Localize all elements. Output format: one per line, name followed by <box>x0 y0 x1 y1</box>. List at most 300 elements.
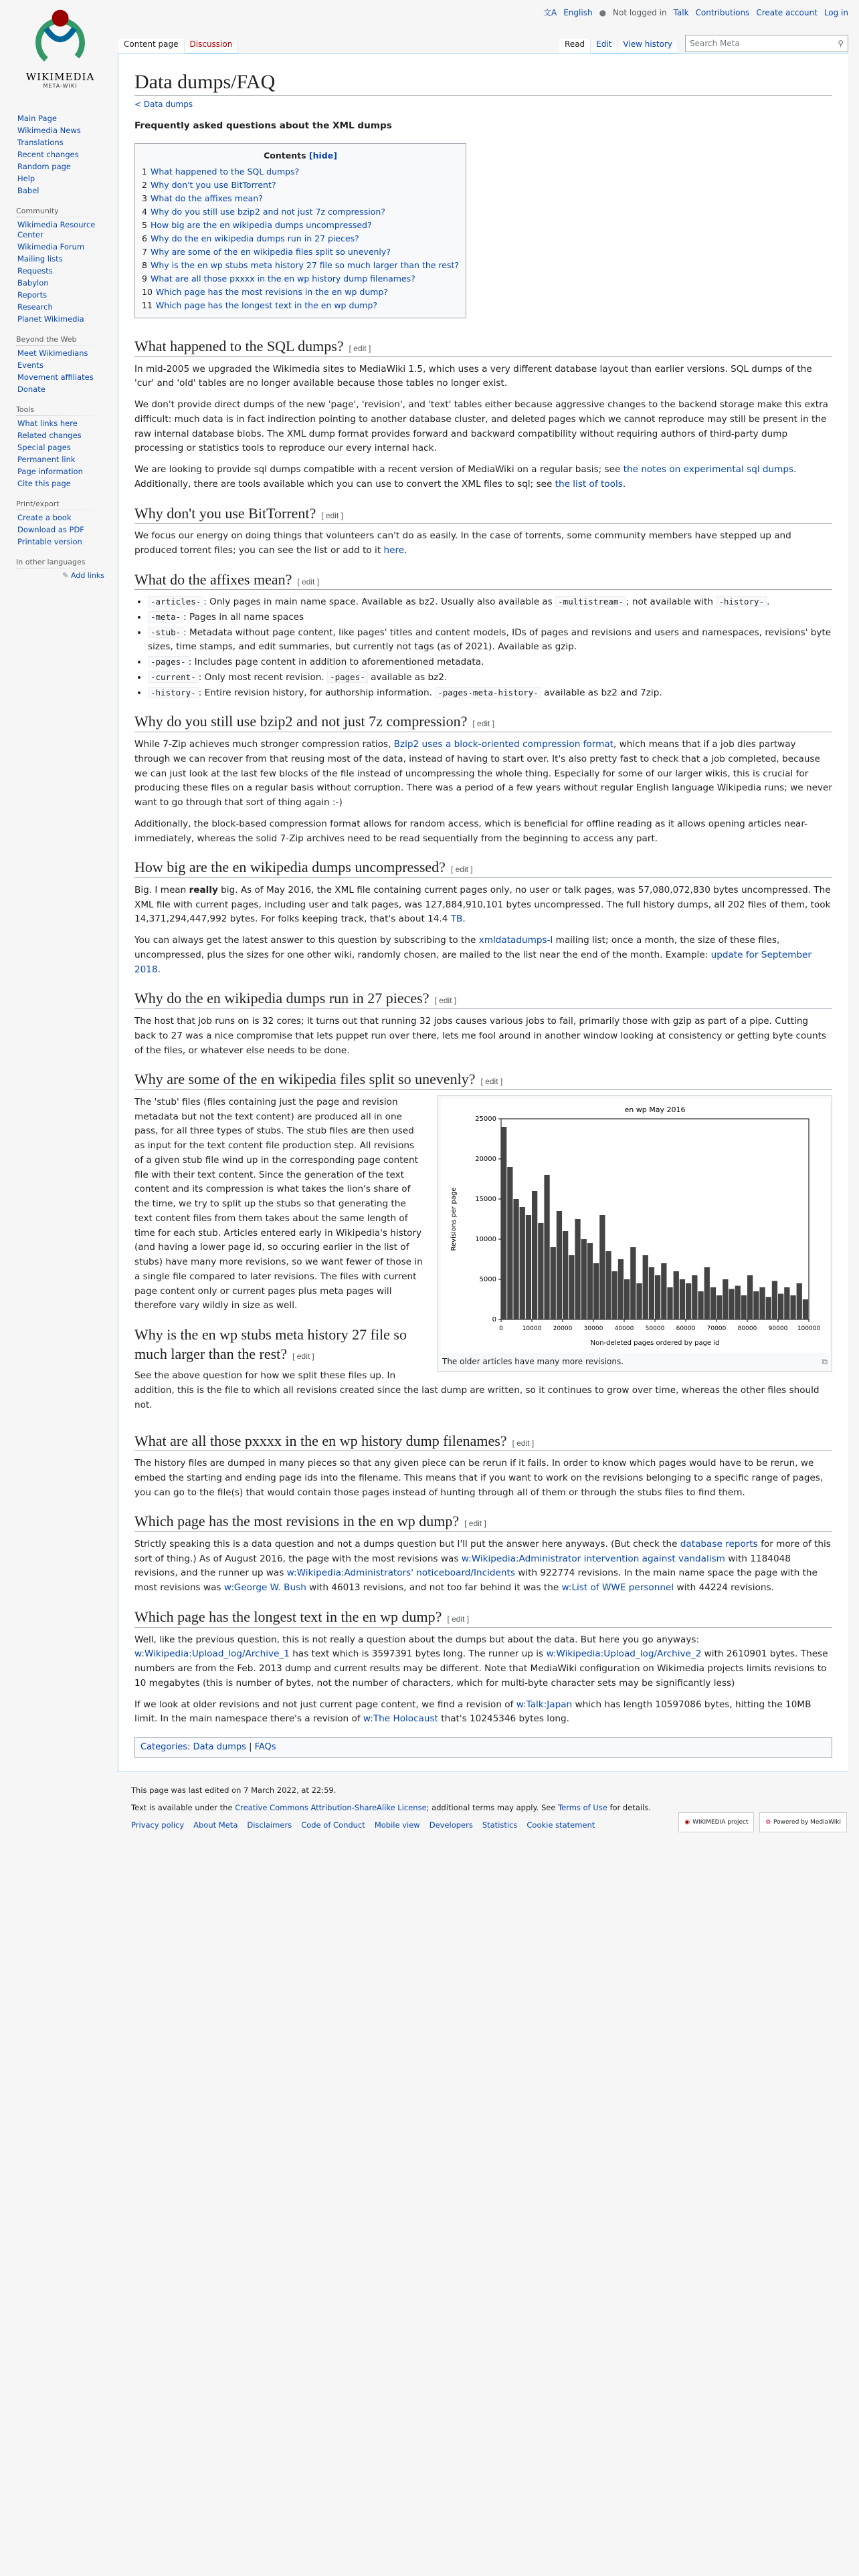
toc-number: 9 <box>142 273 147 284</box>
toc-link[interactable]: What do the affixes mean? <box>150 193 263 203</box>
toc-number: 3 <box>142 193 147 203</box>
text: : Entire revision history, for authorship information. <box>198 687 436 698</box>
section-title: Why are some of the en wikipedia files split so unevenly? <box>134 1071 476 1088</box>
section-edit-link[interactable]: [ edit ] <box>480 1077 503 1087</box>
toc-link[interactable]: Why are some of the en wikipedia files split so unevenly? <box>150 246 391 257</box>
category-links: Categories: Data dumps | FAQs <box>134 1737 832 1758</box>
toc-item[interactable] <box>142 286 459 299</box>
last-modified: This page was last edited on 7 March 2022, at 22:59. <box>131 1786 337 1795</box>
tab-edit[interactable] <box>591 39 617 53</box>
sidebar-languages <box>17 558 118 580</box>
text: . <box>767 597 770 608</box>
footer-link[interactable]: About Meta <box>193 1820 238 1830</box>
text: . <box>157 964 161 975</box>
wikimedia-logo-icon: ◉ <box>684 1819 690 1826</box>
text: available as bz2. <box>367 671 448 683</box>
license-link[interactable]: Creative Commons Attribution-ShareAlike License <box>235 1803 427 1812</box>
section-heading <box>134 712 832 732</box>
chart-bar <box>667 1287 672 1319</box>
inline-link[interactable]: Bzip2 uses a block-oriented compression format <box>393 739 613 750</box>
section-title: Which page has the most revisions in the en wp dump? <box>134 1513 460 1530</box>
chart-bar <box>649 1267 654 1319</box>
inline-link[interactable]: w:Talk:Japan <box>516 1699 573 1710</box>
category-link[interactable]: FAQs <box>254 1742 276 1753</box>
sidebar-link[interactable]: Wikimedia News <box>17 126 81 135</box>
talk-link[interactable]: Talk <box>673 7 689 17</box>
toc-number: 11 <box>142 300 153 310</box>
sidebar-link[interactable]: Printable version <box>17 537 82 546</box>
sidebar-link[interactable]: Permanent link <box>17 455 76 464</box>
chart-bar <box>612 1271 617 1319</box>
sidebar-link[interactable]: Help <box>17 174 35 183</box>
section-title: How big are the en wikipedia dumps uncompressed? <box>134 859 446 876</box>
footer-link[interactable]: Mobile view <box>374 1820 420 1830</box>
sidebar-link[interactable]: Translations <box>17 138 64 147</box>
affix-code: -history- <box>716 596 767 607</box>
sidebar-link[interactable]: Page information <box>17 467 83 476</box>
toc-item[interactable] <box>142 272 459 286</box>
chart-bar <box>680 1279 685 1319</box>
sidebar-tools <box>17 405 118 489</box>
breadcrumb[interactable] <box>134 98 832 111</box>
tab-content-page[interactable] <box>118 39 185 53</box>
section-title: What are all those pxxxx in the en wp history dump filenames? <box>134 1432 507 1449</box>
section-heading <box>134 504 832 524</box>
namespace-tabs <box>118 35 238 53</box>
sidebar-item[interactable] <box>17 385 118 395</box>
text: with 2610901 bytes. These numbers are from the Feb. 2013 dump and current results may be different. Note that MediaWiki configuration on Wikimedia projects limits revisions to 10 megabytes (this is number of bytes, not the number of characters, which for multi-byte character sets may be significantly less) <box>134 1648 828 1689</box>
text: Big. I mean <box>134 884 189 895</box>
sidebar-link[interactable]: Donate <box>17 385 45 394</box>
sidebar-link[interactable]: Movement affiliates <box>17 372 94 382</box>
sidebar-link[interactable]: Download as PDF <box>17 525 84 534</box>
affix-code: -history- <box>148 687 199 698</box>
chart-bar <box>532 1191 537 1319</box>
chart-bar <box>618 1259 624 1319</box>
toc-link[interactable]: Why don't you use BitTorrent? <box>150 179 276 190</box>
text: for more of this sort of thing.) As of August 2016, the page with the most revisions was <box>134 1538 831 1564</box>
text: Well, like the previous question, this is not really a question about the dumps but about the data. But here you go anyways: <box>134 1634 700 1645</box>
chart-bar <box>593 1263 599 1319</box>
chart-bar <box>704 1267 710 1319</box>
chart-bar <box>581 1239 587 1319</box>
sidebar-link[interactable]: Create a book <box>17 513 72 522</box>
text: that's 10245346 bytes long. <box>438 1713 569 1725</box>
chart-bar <box>544 1175 549 1319</box>
inline-link[interactable]: w:The Holocaust <box>363 1713 438 1725</box>
paragraph: We don't provide direct dumps of the new 'page', 'revision', and 'text' tables either because aggressive changes to the backend storage make this extra difficult: much data is in fact indirection pointing to another database cluster, and deleted pages which we cannot reproduce may still be present in the raw internal database blobs. The XML dump format provides forward and backward compatibility without requiring authors of third-party dump processing or statistics tools to reproduce our every internal hack. <box>134 399 828 454</box>
x-tick-label: 20000 <box>553 1325 573 1332</box>
footer-link[interactable]: Code of Conduct <box>301 1820 365 1830</box>
chart-bar <box>723 1279 728 1319</box>
inline-link[interactable]: here <box>383 544 405 556</box>
text: : Pages in all name spaces <box>183 611 304 623</box>
text: . <box>622 478 626 490</box>
text: : Only most recent revision. <box>198 671 328 683</box>
inline-link[interactable]: the notes on experimental sql dumps <box>623 464 794 475</box>
paragraph <box>134 463 832 492</box>
chart-bar <box>717 1295 722 1319</box>
create-account-link[interactable]: Create account <box>756 7 818 17</box>
chart-bar <box>766 1297 771 1319</box>
sidebar-item[interactable] <box>17 186 118 196</box>
paragraph: The host that job runs on is 32 cores; it turns out that running 32 jobs causes various jobs to fail, primarily those with gzip as part of a pipe. Cutting back to 27 was a nice compromise that lets puppet run over there, lets me fool around in another window looking at consistency or getting byte counts of the files, or whatever else needs to be done. <box>134 1016 826 1056</box>
toc-item[interactable] <box>142 205 459 219</box>
sidebar-link[interactable]: Babylon <box>17 278 49 288</box>
sidebar-link[interactable]: Research <box>17 302 53 312</box>
sidebar-item[interactable] <box>17 266 118 276</box>
section-edit-link[interactable]: [ edit ] <box>512 1438 535 1448</box>
tab-history-label: View history <box>623 39 672 49</box>
toc-number: 2 <box>142 179 147 190</box>
affix-code: -meta- <box>148 611 183 623</box>
y-axis-label: Revisions per page <box>450 1187 458 1251</box>
chart-bar <box>741 1295 747 1319</box>
inline-link[interactable]: w:List of WWE personnel <box>561 1582 674 1594</box>
chart-bar <box>575 1219 580 1319</box>
sidebar-link[interactable]: Requests <box>17 266 53 276</box>
sidebar-item[interactable] <box>17 513 118 523</box>
affix-code: -pages- <box>327 671 368 683</box>
inline-link[interactable]: w:George W. Bush <box>223 1582 306 1594</box>
paragraph <box>134 1633 832 1691</box>
toc-link[interactable]: Why do you still use bzip2 and not just 7z compression? <box>150 206 385 217</box>
paragraph <box>134 529 832 558</box>
text: mailing list; once a month, the size of these files, uncompressed, plus the sizes for one other wiki, randomly chosen, are mailed to the list near the end of the month. Example: <box>134 935 780 960</box>
x-tick-label: 80000 <box>737 1325 757 1332</box>
y-tick-label: 25000 <box>475 1115 496 1123</box>
paragraph <box>134 738 832 811</box>
chart-bar <box>753 1291 759 1319</box>
x-tick-label: 0 <box>499 1325 503 1332</box>
text: . Additionally, there are tools available which you can use to convert the XML files to sql; see <box>134 464 797 490</box>
section-edit-link[interactable]: [ edit ] <box>464 1519 486 1529</box>
chart-bar <box>698 1291 703 1319</box>
text: ; additional terms may apply. See <box>426 1803 559 1812</box>
chart-caption: The older articles have many more revisions. <box>442 1356 624 1366</box>
toc-item[interactable] <box>142 219 459 232</box>
chart-bar <box>655 1275 660 1319</box>
text: . <box>462 914 466 925</box>
chart-bar <box>790 1295 795 1319</box>
chart-bar <box>526 1215 531 1319</box>
section-edit-link[interactable]: [ edit ] <box>447 1614 470 1624</box>
section-heading <box>134 337 832 357</box>
language-icon[interactable]: 文A <box>543 8 557 17</box>
sidebar-item[interactable] <box>17 419 118 429</box>
text: really <box>189 884 218 895</box>
inline-link[interactable]: w:Wikipedia:Administrator intervention against vandalism <box>461 1553 725 1564</box>
sidebar-link[interactable]: Wikimedia Forum <box>17 242 85 251</box>
sidebar-navigation <box>17 114 118 196</box>
section-heading <box>134 1512 832 1532</box>
text: Strictly speaking this is a data question and not a dumps question but I'll put the answer here anyways. (But check the <box>134 1538 680 1549</box>
list-item <box>148 655 832 670</box>
inline-link[interactable]: w:Wikipedia:Upload_log/Archive_1 <box>134 1648 290 1660</box>
sidebar-link[interactable]: Planet Wikimedia <box>17 314 84 324</box>
chart-bar <box>507 1167 512 1319</box>
section-edit-link[interactable]: [ edit ] <box>292 1351 314 1361</box>
y-tick-label: 5000 <box>479 1275 496 1283</box>
chart-bar <box>563 1231 568 1319</box>
toc-link[interactable]: Why is the en wp stubs meta history 27 file so much larger than the rest? <box>150 259 460 270</box>
inline-link[interactable]: xmldatadumps-l <box>478 935 553 946</box>
sidebar-link[interactable]: Reports <box>17 290 47 300</box>
sidebar-item[interactable] <box>17 220 118 240</box>
chart-bar <box>501 1127 506 1319</box>
toc-item[interactable] <box>142 259 459 272</box>
toc-item[interactable] <box>142 179 459 192</box>
chart-bar <box>630 1247 636 1319</box>
sidebar-link[interactable]: Wikimedia Resource Center <box>17 220 96 239</box>
wikimedia-project-badge[interactable] <box>678 1812 754 1832</box>
powered-by-mediawiki-badge[interactable] <box>759 1812 847 1832</box>
add-links-row[interactable] <box>17 571 104 580</box>
footer <box>131 1786 847 1830</box>
affix-list <box>134 595 832 700</box>
sidebar-item[interactable] <box>17 138 118 148</box>
y-tick-label: 20000 <box>475 1155 496 1163</box>
search-input[interactable] <box>685 35 848 52</box>
enlarge-icon[interactable]: ⧉ <box>822 1356 828 1366</box>
inline-link[interactable]: the list of tools <box>555 478 623 490</box>
sidebar-item[interactable] <box>17 479 118 489</box>
section-edit-link[interactable]: [ edit ] <box>321 510 343 520</box>
sidebar-item[interactable] <box>17 348 118 358</box>
text: for details. <box>607 1803 651 1812</box>
badge-label: Powered by MediaWiki <box>773 1819 841 1826</box>
affix-code: -articles- <box>148 596 203 607</box>
sidebar-heading: Beyond the Web <box>16 335 103 346</box>
chart-bar <box>692 1275 697 1319</box>
sidebar-item[interactable] <box>17 372 118 383</box>
section-title: Which page has the longest text in the en wp dump? <box>134 1608 442 1625</box>
text: available as bz2 and 7zip. <box>541 687 662 698</box>
chart-bar <box>513 1199 518 1319</box>
add-links-link[interactable]: Add links <box>71 571 104 580</box>
revisions-chart[interactable] <box>441 1099 829 1353</box>
list-item <box>148 686 832 701</box>
pencil-icon: ✎ <box>62 571 69 580</box>
view-tabs <box>559 35 848 53</box>
sidebar-link[interactable]: What links here <box>17 419 78 428</box>
logo-subtitle: META-WIKI <box>43 83 78 89</box>
chart-bar <box>784 1287 789 1319</box>
chart-bar <box>520 1207 525 1319</box>
paragraph: In mid-2005 we upgraded the Wikimedia sites to MediaWiki 1.5, which uses a very different database layout than earlier versions. SQL dumps of the 'cur' and 'old' tables are no longer available because those tables no longer exist. <box>134 363 812 389</box>
wikimedia-logo-icon <box>28 5 92 70</box>
paragraph <box>134 1537 832 1596</box>
chart-bar <box>557 1211 562 1319</box>
sidebar-heading: Print/export <box>16 500 103 510</box>
text: Text is available under the <box>131 1803 235 1812</box>
text: We are looking to provide sql dumps compatible with a recent version of MediaWiki on a regular basis; see <box>134 464 624 475</box>
toc-link[interactable]: Which page has the most revisions in the en wp dump? <box>155 286 389 297</box>
sidebar-link[interactable]: Related changes <box>17 431 82 440</box>
chart-bar <box>778 1293 783 1319</box>
sidebar-item[interactable] <box>17 150 118 160</box>
toc-link[interactable]: Which page has the longest text in the en wp dump? <box>155 300 378 310</box>
sidebar-link[interactable]: Random page <box>17 162 71 171</box>
contributions-link[interactable]: Contributions <box>695 7 750 17</box>
x-tick-label: 40000 <box>614 1325 634 1332</box>
sidebar-link[interactable]: Meet Wikimedians <box>17 348 88 358</box>
chart-bar <box>759 1287 765 1319</box>
tab-read[interactable] <box>559 39 591 53</box>
sidebar-item[interactable] <box>17 314 118 324</box>
toc-hide-toggle[interactable]: [hide] <box>308 150 337 160</box>
footer-link[interactable]: Privacy policy <box>131 1820 185 1830</box>
sidebar-item[interactable] <box>17 360 118 370</box>
text: ; not available with <box>626 597 717 608</box>
sidebar-heading: Community <box>16 207 103 217</box>
section-edit-link[interactable]: [ edit ] <box>472 719 495 729</box>
sidebar-print <box>17 500 118 547</box>
sidebar-item[interactable] <box>17 455 118 465</box>
breadcrumb-link[interactable]: < Data dumps <box>134 100 193 109</box>
text: with 1184048 revisions, and the runner up was <box>134 1553 791 1579</box>
affix-code: -stub- <box>148 627 183 638</box>
tab-history[interactable] <box>617 39 678 53</box>
sidebar-link[interactable]: Mailing lists <box>17 254 63 263</box>
text: : Metadata without page content, like pages' titles and content models, IDs of pages and revisions and users and namespaces, revisions' byte sizes, time stamps, and edit summaries, but currently not tags (as of 2021). Available as gzip. <box>148 627 832 653</box>
sidebar-item[interactable] <box>17 525 118 535</box>
sidebar-item[interactable] <box>17 537 118 547</box>
sidebar-item[interactable] <box>17 242 118 252</box>
chart-bar <box>636 1283 642 1319</box>
section-edit-link[interactable]: [ edit ] <box>434 996 457 1006</box>
sidebar-item[interactable] <box>17 174 118 184</box>
toc-item[interactable] <box>142 192 459 205</box>
list-item <box>148 595 832 610</box>
section-heading <box>134 1070 832 1090</box>
footer-link[interactable]: Cookie statement <box>527 1820 595 1830</box>
sidebar-community <box>17 207 118 324</box>
chart-bar <box>747 1275 753 1319</box>
footer-link[interactable]: Statistics <box>482 1820 518 1830</box>
affix-code: -pages-meta-history- <box>435 687 541 698</box>
y-tick-label: 15000 <box>475 1195 496 1203</box>
y-tick-label: 10000 <box>475 1235 496 1243</box>
sidebar-item[interactable] <box>17 278 118 288</box>
sidebar-item[interactable] <box>17 162 118 172</box>
search-icon[interactable]: ⚲ <box>838 39 844 48</box>
sidebar-link[interactable]: Recent changes <box>17 150 79 159</box>
section-edit-link[interactable]: [ edit ] <box>349 343 371 353</box>
toc-number: 10 <box>142 286 153 297</box>
text: big. As of May 2016, the XML file containing current pages only, no user or talk pages, was 57,080,072,830 bytes uncompressed. The XML file with current pages, including user and talk pages, was 127,884,910,101 bytes uncompressed. The full history dumps, all 202 files of them, took 14,371,294,447,992 bytes. For folks keeping track, that's about 14.4 <box>134 884 831 925</box>
section-edit-link[interactable]: [ edit ] <box>297 576 320 586</box>
x-tick-label: 60000 <box>676 1325 696 1332</box>
text: If we look at older revisions and not just current page content, we find a revision of <box>134 1699 516 1710</box>
text: with 44224 revisions. <box>674 1582 774 1594</box>
paragraph: See the above question for how we split these files up. In addition, this is the file to which all revisions created since the last dump are written, so it continues to grow over time, whereas the other files should not. <box>134 1370 820 1410</box>
section-edit-link[interactable]: [ edit ] <box>450 865 473 875</box>
language-link[interactable]: English <box>563 7 593 17</box>
chart-bar <box>661 1263 666 1319</box>
sidebar-heading: Tools <box>16 405 103 416</box>
toc-number: 6 <box>142 233 147 243</box>
section-title: Why do the en wikipedia dumps run in 27 pieces? <box>134 990 430 1007</box>
footer-link[interactable]: Disclaimers <box>247 1820 292 1830</box>
sidebar-link[interactable]: Special pages <box>17 443 71 452</box>
mediawiki-logo-icon: ✿ <box>765 1819 771 1826</box>
search-placeholder: Search Meta <box>690 39 740 48</box>
toc-link[interactable]: What happened to the SQL dumps? <box>150 166 300 177</box>
inline-link[interactable]: TB <box>450 914 463 925</box>
toc-item[interactable] <box>142 232 459 245</box>
section-title: Why don't you use BitTorrent? <box>134 504 316 522</box>
text: , which means that if a job dies partway through we can recover from that reusing most of the data, instead of having to start over. It's also pretty fast to check that a job completed, because we can just look at the last few blocks of the file instead of uncompressing the whole thing. Especially for some of our larger wikis, this is crucial for producing these files on a regular basis without corruption. There was a period of a few years without regular English language Wikipedia runs; we never want to go through that sort of thing again :-) <box>134 739 832 809</box>
chart-bar <box>729 1289 734 1319</box>
toc-link[interactable]: Why do the en wikipedia dumps run in 27 pieces? <box>150 233 359 243</box>
paragraph <box>134 883 832 927</box>
sidebar-heading: In other languages <box>16 558 103 568</box>
toc-item[interactable] <box>142 299 459 312</box>
chart-bar <box>624 1279 630 1319</box>
footer-icons <box>678 1812 847 1832</box>
terms-link[interactable]: Terms of Use <box>558 1803 607 1812</box>
sidebar-item[interactable] <box>17 467 118 477</box>
sidebar-link[interactable]: Cite this page <box>17 479 71 488</box>
tab-content-page-label: Content page <box>124 39 179 49</box>
sidebar-item[interactable] <box>17 254 118 264</box>
inline-link[interactable]: w:Wikipedia:Upload_log/Archive_2 <box>546 1648 702 1660</box>
sidebar-link[interactable]: Events <box>17 360 43 370</box>
personal-tools <box>543 7 848 18</box>
categories-label[interactable]: Categories <box>140 1742 188 1753</box>
toc-item[interactable] <box>142 245 459 259</box>
x-tick-label: 50000 <box>645 1325 665 1332</box>
sidebar-item[interactable] <box>17 302 118 312</box>
sidebar-item[interactable] <box>17 290 118 300</box>
chart-bar <box>803 1299 808 1319</box>
category-link[interactable]: Data dumps <box>193 1742 246 1753</box>
toc-link[interactable]: What are all those pxxxx in the en wp history dump filenames? <box>150 273 415 284</box>
paragraph <box>134 934 832 977</box>
tab-discussion[interactable] <box>185 39 239 53</box>
tab-discussion-label: Discussion <box>189 39 233 49</box>
sidebar-link[interactable]: Main Page <box>17 114 57 123</box>
sidebar-item[interactable] <box>17 443 118 453</box>
page-title: Data dumps/FAQ <box>134 69 832 96</box>
chart-bar <box>569 1255 574 1319</box>
section-heading <box>134 989 832 1009</box>
sidebar-item[interactable] <box>17 126 118 136</box>
x-axis-label: Non-deleted pages ordered by page id <box>590 1339 720 1347</box>
inline-link[interactable]: database reports <box>680 1538 758 1549</box>
footer-link[interactable]: Developers <box>429 1820 473 1830</box>
text: You can always get the latest answer to this question by subscribing to the <box>134 935 479 946</box>
site-logo[interactable] <box>9 5 111 106</box>
chart-bar <box>599 1215 605 1319</box>
chart-bar <box>587 1243 593 1319</box>
inline-link[interactable]: w:Wikipedia:Administrators' noticeboard/Incidents <box>286 1568 515 1579</box>
chart-bar <box>772 1281 777 1319</box>
tab-read-label: Read <box>565 39 585 49</box>
login-link[interactable]: Log in <box>824 7 848 17</box>
paragraph: The history files are dumped in many pieces so that any given piece can be rerun if it fails. In order to know which pages would have to be rerun, we embed the starting and ending page ids into the filename. This means that if you want to work on the revisions belonging to a specific range of pages, you can go to the file(s) that would contain those pages instead of hunting through all of them or through the stubs files to find them. <box>134 1458 824 1498</box>
toc-link[interactable]: How big are the en wikipedia dumps uncompressed? <box>150 219 372 230</box>
inline-link[interactable]: update for September 2018 <box>134 949 812 975</box>
main-content <box>118 53 848 1772</box>
sidebar-beyond <box>17 335 118 395</box>
toc-item[interactable] <box>142 165 459 179</box>
sidebar-link[interactable]: Babel <box>17 186 39 195</box>
x-tick-label: 30000 <box>583 1325 603 1332</box>
sidebar-item[interactable] <box>17 431 118 441</box>
sidebar-item[interactable] <box>17 114 118 124</box>
